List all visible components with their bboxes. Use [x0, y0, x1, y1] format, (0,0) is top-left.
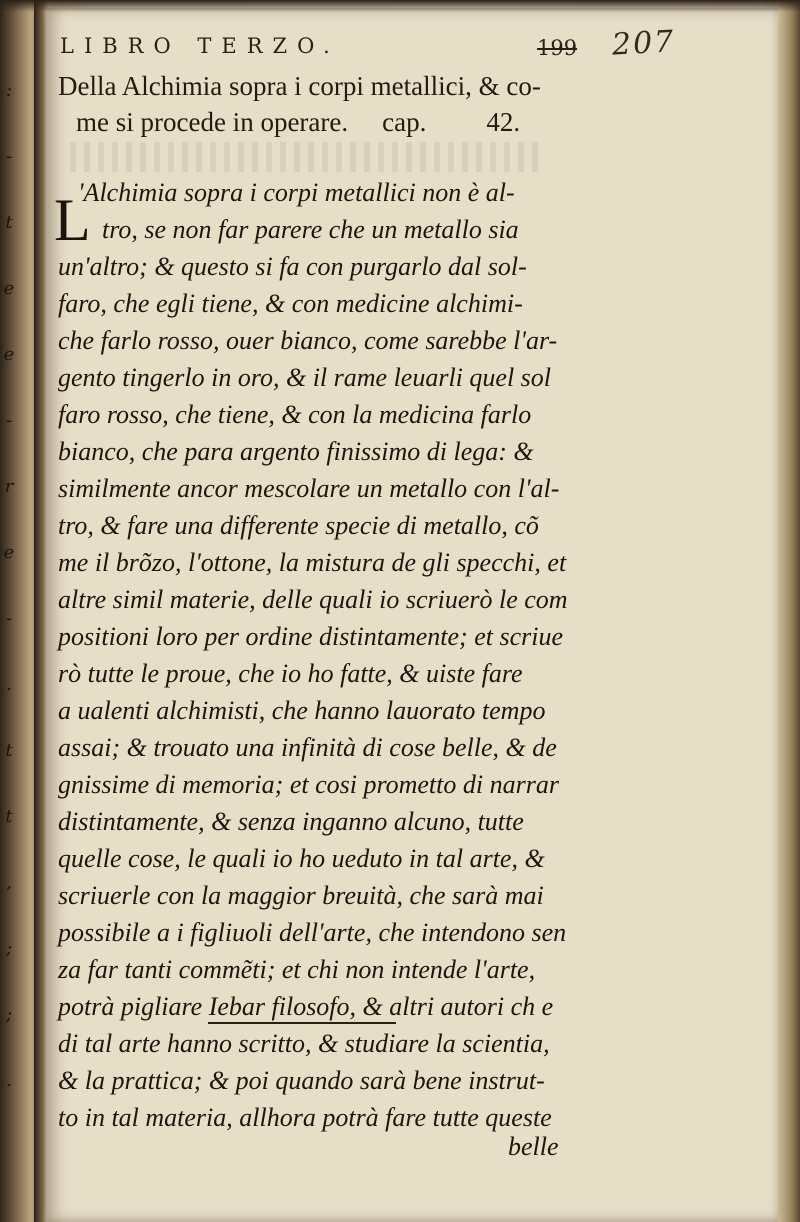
previous-page-fragment: : — [5, 80, 13, 101]
body-line: possibile a i figliuoli dell'arte, che intendono sen — [58, 918, 567, 947]
chapter-title-line-1: Della Alchimia sopra i corpi metallici, & co- — [58, 71, 541, 101]
previous-page-fragment: e — [3, 542, 15, 563]
body-line: positioni loro per ordine distintamente; et scriue — [58, 622, 564, 651]
chapter-number: 42. — [486, 107, 521, 137]
previous-page-fragment: . — [6, 1070, 12, 1091]
body-line: un'altro; & questo si fa con purgarlo dal sol- — [58, 252, 527, 281]
page-edge-right — [778, 0, 800, 1222]
chapter-heading — [58, 68, 618, 140]
previous-page-fragment: r — [4, 476, 14, 497]
body-line: assai; & trouato una infinità di cose belle, & de — [58, 733, 557, 762]
body-line: 'Alchimia sopra i corpi metallici non è al- — [78, 178, 515, 207]
body-line: faro, che egli tiene, & con medicine alchimi- — [58, 289, 523, 318]
body-line: quelle cose, le quali io ho ueduto in tal arte, & — [58, 844, 545, 873]
previous-page-fragment: t — [5, 740, 13, 761]
previous-page-fragment: - — [5, 608, 13, 629]
body-line: similmente ancor mescolare un metallo con l'al- — [58, 474, 560, 503]
chapter-label: cap. — [382, 107, 427, 137]
body-line: faro rosso, che tiene, & con la medicina farlo — [58, 400, 532, 429]
body-line: tro, se non far parere che un metallo sia — [102, 215, 519, 244]
body-line: tro, & fare una differente specie di metallo, cõ — [58, 511, 539, 540]
previous-page-fragment: - — [5, 146, 13, 167]
chapter-title-line-2: me si procede in operare. — [76, 107, 349, 137]
previous-page-fragment: . — [6, 674, 12, 695]
catchword: belle — [508, 1132, 559, 1161]
top-shadow — [0, 0, 800, 12]
body-line: za far tanti commẽti; et chi non intende l'arte, — [58, 955, 536, 984]
running-head: LIBRO TERZO. — [60, 34, 340, 58]
body-line: rò tutte le proue, che io ho fatte, & uiste fare — [58, 659, 523, 688]
body-line: che farlo rosso, ouer bianco, come sarebbe l'ar- — [58, 326, 558, 355]
body-line: a ualenti alchimisti, che hanno lauorato tempo — [58, 696, 546, 725]
body-line: altre simil materie, delle quali io scriuerò le com — [58, 585, 568, 614]
previous-page-fragment: e — [3, 278, 15, 299]
body-line: to in tal materia, allhora potrà fare tutte queste — [58, 1103, 552, 1132]
previous-page-fragment: ; — [5, 1004, 13, 1025]
previous-page-fragment: t — [5, 806, 13, 827]
previous-page-fragment: , — [6, 872, 12, 893]
body-line: scriuerle con la maggior breuità, che sarà mai — [58, 881, 544, 910]
body-line: & la prattica; & poi quando sarà bene instrut- — [58, 1066, 545, 1095]
body-line: distintamente, & senza inganno alcuno, tutte — [58, 807, 524, 836]
body-line: potrà pigliare Iebar filosofo, & altri autori ch e — [58, 992, 554, 1021]
body-line: bianco, che para argento finissimo di lega: & — [58, 437, 534, 466]
previous-page-fragment: ; — [5, 938, 13, 959]
previous-page-fragment: t — [5, 212, 13, 233]
show-through-ink — [70, 142, 540, 172]
drop-cap: L — [54, 187, 91, 253]
previous-page-fragment: e — [3, 344, 15, 365]
chapter-title-line-2-row — [58, 104, 618, 140]
reader-underline — [208, 1022, 396, 1024]
previous-page-fragment: - — [5, 410, 13, 431]
handwritten-page-number: 207 — [611, 24, 677, 63]
body-line: di tal arte hanno scritto, & studiare la scientia, — [58, 1029, 550, 1058]
body-line: me il brõzo, l'ottone, la mistura de gli specchi, et — [58, 548, 567, 577]
body-line: gento tingerlo in oro, & il rame leuarli quel sol — [58, 363, 552, 392]
printed-page-number: 199 — [537, 36, 578, 60]
body-line: gnissime di memoria; et cosi prometto di narrar — [58, 770, 559, 799]
